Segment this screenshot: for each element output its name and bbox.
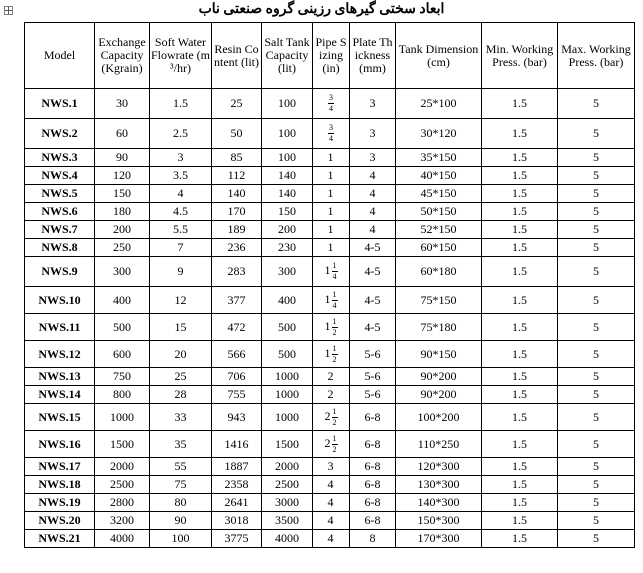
resin-cell: 283 [212, 257, 262, 287]
pipe-whole: 2 [327, 387, 334, 401]
salt-cell: 400 [262, 287, 313, 314]
plate-cell: 3 [350, 119, 396, 149]
salt-cell: 230 [262, 239, 313, 257]
resin-cell: 85 [212, 149, 262, 167]
capacity-cell: 2800 [95, 494, 150, 512]
table-row [25, 89, 635, 119]
plate-cell: 4-5 [350, 239, 396, 257]
pipe-fraction [332, 318, 338, 337]
flowrate-cell: 7 [150, 239, 212, 257]
salt-cell: 1000 [262, 386, 313, 404]
capacity-cell: 150 [95, 185, 150, 203]
pipe-fraction [332, 262, 338, 281]
salt-cell: 3500 [262, 512, 313, 530]
capacity-cell: 2000 [95, 458, 150, 476]
flowrate-cell: 90 [150, 512, 212, 530]
capacity-cell: 250 [95, 239, 150, 257]
salt-cell: 140 [262, 167, 313, 185]
pipe-whole: 2 [324, 435, 331, 450]
pipe-cell [313, 458, 350, 476]
capacity-cell: 500 [95, 314, 150, 341]
fraction-denominator: 4 [329, 134, 333, 143]
min-cell: 1.5 [482, 185, 558, 203]
resin-cell: 706 [212, 368, 262, 386]
capacity-cell: 750 [95, 368, 150, 386]
pipe-cell [313, 203, 350, 221]
flowrate-cell: 55 [150, 458, 212, 476]
capacity-cell: 120 [95, 167, 150, 185]
pipe-cell [313, 185, 350, 203]
min-cell: 1.5 [482, 257, 558, 287]
flowrate-cell: 35 [150, 431, 212, 458]
fraction-denominator: 2 [332, 444, 337, 454]
table-row [25, 476, 635, 494]
pipe-whole: 1 [324, 263, 331, 278]
plate-cell: 3 [350, 149, 396, 167]
salt-cell: 500 [262, 341, 313, 368]
capacity-cell: 30 [95, 89, 150, 119]
max-cell: 5 [558, 404, 635, 431]
pipe-cell [313, 287, 350, 314]
table-row [25, 167, 635, 185]
header-plate-thickness: Plate Thickness (mm) [350, 23, 396, 89]
pipe-fraction [332, 408, 338, 427]
flowrate-cell: 4 [150, 185, 212, 203]
fraction-denominator: 2 [332, 354, 337, 364]
min-cell: 1.5 [482, 149, 558, 167]
fraction-numerator: 1 [332, 433, 337, 443]
fraction-numerator: 1 [332, 289, 337, 299]
tank-cell: 60*150 [396, 239, 482, 257]
min-cell: 1.5 [482, 239, 558, 257]
flowrate-cell: 3 [150, 149, 212, 167]
pipe-fraction [328, 124, 334, 143]
pipe-whole: 4 [327, 513, 334, 527]
flowrate-cell: 5.5 [150, 221, 212, 239]
min-cell: 1.5 [482, 404, 558, 431]
model-cell: NWS.15 [25, 404, 95, 431]
fraction-numerator: 1 [332, 343, 337, 353]
plate-cell: 6-8 [350, 404, 396, 431]
min-cell: 1.5 [482, 431, 558, 458]
min-cell: 1.5 [482, 89, 558, 119]
table-row [25, 431, 635, 458]
flowrate-cell: 20 [150, 341, 212, 368]
pipe-whole: 4 [327, 531, 334, 545]
tank-cell: 110*250 [396, 431, 482, 458]
salt-cell: 2500 [262, 476, 313, 494]
capacity-cell: 180 [95, 203, 150, 221]
model-cell: NWS.17 [25, 458, 95, 476]
capacity-cell: 1500 [95, 431, 150, 458]
flowrate-cell: 1.5 [150, 89, 212, 119]
pipe-cell [313, 89, 350, 119]
pipe-whole: 4 [327, 495, 334, 509]
flowrate-cell: 12 [150, 287, 212, 314]
plate-cell: 4-5 [350, 287, 396, 314]
plate-cell: 6-8 [350, 431, 396, 458]
header-model: Model [25, 23, 95, 89]
model-cell: NWS.10 [25, 287, 95, 314]
table-move-handle-icon[interactable] [4, 6, 13, 15]
tank-cell: 75*180 [396, 314, 482, 341]
pipe-whole: 1 [327, 186, 334, 200]
resin-cell: 1887 [212, 458, 262, 476]
capacity-cell: 200 [95, 221, 150, 239]
table-body [25, 89, 635, 548]
plate-cell: 5-6 [350, 368, 396, 386]
plate-cell: 4 [350, 221, 396, 239]
header-min-working-press: Min. Working Press. (bar) [482, 23, 558, 89]
max-cell: 5 [558, 203, 635, 221]
max-cell: 5 [558, 149, 635, 167]
pipe-cell [313, 530, 350, 548]
table-row [25, 314, 635, 341]
tank-cell: 100*200 [396, 404, 482, 431]
max-cell: 5 [558, 89, 635, 119]
table-row [25, 185, 635, 203]
model-cell: NWS.7 [25, 221, 95, 239]
tank-cell: 25*100 [396, 89, 482, 119]
capacity-cell: 3200 [95, 512, 150, 530]
resin-cell: 1416 [212, 431, 262, 458]
pipe-cell [313, 476, 350, 494]
flowrate-cell: 15 [150, 314, 212, 341]
model-cell: NWS.16 [25, 431, 95, 458]
pipe-whole: 4 [327, 477, 334, 491]
flowrate-cell: 100 [150, 530, 212, 548]
resin-cell: 25 [212, 89, 262, 119]
fraction-numerator: 1 [332, 406, 337, 416]
max-cell: 5 [558, 341, 635, 368]
max-cell: 5 [558, 185, 635, 203]
tank-cell: 90*200 [396, 386, 482, 404]
tank-cell: 45*150 [396, 185, 482, 203]
table-row [25, 512, 635, 530]
pipe-cell [313, 368, 350, 386]
pipe-fraction [332, 291, 338, 310]
tank-cell: 170*300 [396, 530, 482, 548]
header-tank-dimension: Tank Dimension (cm) [396, 23, 482, 89]
plate-cell: 5-6 [350, 341, 396, 368]
plate-cell: 4-5 [350, 314, 396, 341]
plate-cell: 4 [350, 203, 396, 221]
min-cell: 1.5 [482, 203, 558, 221]
min-cell: 1.5 [482, 119, 558, 149]
pipe-cell [313, 386, 350, 404]
max-cell: 5 [558, 458, 635, 476]
fraction-numerator: 3 [329, 123, 333, 132]
plate-cell: 8 [350, 530, 396, 548]
fraction-denominator: 4 [329, 104, 333, 113]
tank-cell: 90*150 [396, 341, 482, 368]
table-row [25, 458, 635, 476]
model-cell: NWS.6 [25, 203, 95, 221]
flowrate-cell: 80 [150, 494, 212, 512]
salt-cell: 100 [262, 89, 313, 119]
resin-cell: 189 [212, 221, 262, 239]
flowrate-cell: 4.5 [150, 203, 212, 221]
max-cell: 5 [558, 512, 635, 530]
min-cell: 1.5 [482, 530, 558, 548]
pipe-cell [313, 431, 350, 458]
min-cell: 1.5 [482, 512, 558, 530]
max-cell: 5 [558, 119, 635, 149]
table-row [25, 341, 635, 368]
capacity-cell: 800 [95, 386, 150, 404]
model-cell: NWS.19 [25, 494, 95, 512]
min-cell: 1.5 [482, 287, 558, 314]
max-cell: 5 [558, 431, 635, 458]
capacity-cell: 600 [95, 341, 150, 368]
model-cell: NWS.21 [25, 530, 95, 548]
salt-cell: 140 [262, 185, 313, 203]
pipe-whole: 2 [327, 369, 334, 383]
capacity-cell: 1000 [95, 404, 150, 431]
table-row [25, 221, 635, 239]
pipe-whole: 1 [327, 150, 334, 164]
tank-cell: 30*120 [396, 119, 482, 149]
min-cell: 1.5 [482, 386, 558, 404]
max-cell: 5 [558, 221, 635, 239]
plate-cell: 3 [350, 89, 396, 119]
max-cell: 5 [558, 368, 635, 386]
max-cell: 5 [558, 494, 635, 512]
tank-cell: 52*150 [396, 221, 482, 239]
table-row [25, 203, 635, 221]
flowrate-cell: 25 [150, 368, 212, 386]
pipe-cell [313, 404, 350, 431]
capacity-cell: 4000 [95, 530, 150, 548]
pipe-cell [313, 119, 350, 149]
pipe-whole: 1 [324, 291, 331, 306]
min-cell: 1.5 [482, 167, 558, 185]
resin-cell: 2641 [212, 494, 262, 512]
min-cell: 1.5 [482, 458, 558, 476]
pipe-whole: 1 [324, 318, 331, 333]
model-cell: NWS.2 [25, 119, 95, 149]
resin-cell: 170 [212, 203, 262, 221]
fraction-numerator: 1 [332, 316, 337, 326]
resin-cell: 50 [212, 119, 262, 149]
header-soft-water-flowrate: Soft Water Flowrate (m³/hr) [150, 23, 212, 89]
pipe-cell [313, 314, 350, 341]
max-cell: 5 [558, 314, 635, 341]
pipe-fraction [328, 94, 334, 113]
tank-cell: 50*150 [396, 203, 482, 221]
resin-cell: 140 [212, 185, 262, 203]
salt-cell: 300 [262, 257, 313, 287]
plate-cell: 4 [350, 185, 396, 203]
tank-cell: 35*150 [396, 149, 482, 167]
flowrate-cell: 33 [150, 404, 212, 431]
model-cell: NWS.18 [25, 476, 95, 494]
header-max-working-press: Max. Working Press. (bar) [558, 23, 635, 89]
salt-cell: 1500 [262, 431, 313, 458]
model-cell: NWS.11 [25, 314, 95, 341]
table-row [25, 494, 635, 512]
plate-cell: 5-6 [350, 386, 396, 404]
pipe-whole: 1 [327, 240, 334, 254]
salt-cell: 100 [262, 149, 313, 167]
max-cell: 5 [558, 167, 635, 185]
tank-cell: 40*150 [396, 167, 482, 185]
flowrate-cell: 75 [150, 476, 212, 494]
tank-cell: 150*300 [396, 512, 482, 530]
model-cell: NWS.8 [25, 239, 95, 257]
max-cell: 5 [558, 386, 635, 404]
tank-cell: 75*150 [396, 287, 482, 314]
fraction-denominator: 4 [332, 272, 337, 281]
resin-cell: 236 [212, 239, 262, 257]
fraction-denominator: 2 [332, 417, 337, 427]
max-cell: 5 [558, 257, 635, 287]
model-cell: NWS.20 [25, 512, 95, 530]
resin-cell: 566 [212, 341, 262, 368]
pipe-whole: 1 [327, 204, 334, 218]
pipe-cell [313, 239, 350, 257]
table-row [25, 368, 635, 386]
resin-cell: 377 [212, 287, 262, 314]
resin-cell: 112 [212, 167, 262, 185]
tank-cell: 60*180 [396, 257, 482, 287]
resin-cell: 943 [212, 404, 262, 431]
salt-cell: 500 [262, 314, 313, 341]
model-cell: NWS.1 [25, 89, 95, 119]
salt-cell: 100 [262, 119, 313, 149]
specification-table [24, 22, 635, 548]
resin-cell: 472 [212, 314, 262, 341]
tank-cell: 90*200 [396, 368, 482, 386]
model-cell: NWS.9 [25, 257, 95, 287]
min-cell: 1.5 [482, 368, 558, 386]
model-cell: NWS.5 [25, 185, 95, 203]
plate-cell: 6-8 [350, 494, 396, 512]
model-cell: NWS.3 [25, 149, 95, 167]
max-cell: 5 [558, 530, 635, 548]
tank-cell: 120*300 [396, 458, 482, 476]
table-row [25, 149, 635, 167]
salt-cell: 1000 [262, 404, 313, 431]
tank-cell: 130*300 [396, 476, 482, 494]
table-row [25, 287, 635, 314]
fraction-numerator: 3 [329, 93, 333, 102]
capacity-cell: 2500 [95, 476, 150, 494]
plate-cell: 6-8 [350, 476, 396, 494]
pipe-cell [313, 341, 350, 368]
pipe-cell [313, 149, 350, 167]
capacity-cell: 60 [95, 119, 150, 149]
min-cell: 1.5 [482, 221, 558, 239]
table-row [25, 404, 635, 431]
salt-cell: 200 [262, 221, 313, 239]
header-salt-tank-capacity: Salt Tank Capacity (lit) [262, 23, 313, 89]
model-cell: NWS.14 [25, 386, 95, 404]
max-cell: 5 [558, 239, 635, 257]
flowrate-cell: 28 [150, 386, 212, 404]
header-row [25, 23, 635, 89]
pipe-whole: 1 [327, 168, 334, 182]
fraction-numerator: 1 [332, 261, 337, 270]
header-exchange-capacity: Exchange Capacity (Kgrain) [95, 23, 150, 89]
pipe-cell [313, 167, 350, 185]
salt-cell: 1000 [262, 368, 313, 386]
capacity-cell: 90 [95, 149, 150, 167]
fraction-denominator: 4 [332, 300, 337, 310]
salt-cell: 4000 [262, 530, 313, 548]
capacity-cell: 400 [95, 287, 150, 314]
plate-cell: 6-8 [350, 458, 396, 476]
pipe-cell [313, 512, 350, 530]
pipe-whole: 3 [327, 459, 334, 473]
salt-cell: 2000 [262, 458, 313, 476]
model-cell: NWS.13 [25, 368, 95, 386]
document-title: ابعاد سختی گیرهای رزینی گروه صنعتی ناب [198, 2, 445, 17]
table-row [25, 530, 635, 548]
min-cell: 1.5 [482, 476, 558, 494]
flowrate-cell: 2.5 [150, 119, 212, 149]
resin-cell: 3775 [212, 530, 262, 548]
pipe-fraction [332, 435, 338, 454]
resin-cell: 3018 [212, 512, 262, 530]
table-row [25, 257, 635, 287]
pipe-whole: 2 [324, 408, 331, 423]
table-row [25, 386, 635, 404]
header-pipe-sizing: Pipe Sizing (in) [313, 23, 350, 89]
model-cell: NWS.4 [25, 167, 95, 185]
pipe-fraction [332, 345, 338, 364]
model-cell: NWS.12 [25, 341, 95, 368]
resin-cell: 755 [212, 386, 262, 404]
flowrate-cell: 9 [150, 257, 212, 287]
header-resin-content: Resin Content (lit) [212, 23, 262, 89]
tank-cell: 140*300 [396, 494, 482, 512]
fraction-denominator: 2 [332, 327, 337, 337]
salt-cell: 150 [262, 203, 313, 221]
pipe-whole: 1 [327, 222, 334, 236]
plate-cell: 4-5 [350, 257, 396, 287]
table-row [25, 119, 635, 149]
pipe-whole: 1 [324, 345, 331, 360]
pipe-cell [313, 494, 350, 512]
plate-cell: 6-8 [350, 512, 396, 530]
plate-cell: 4 [350, 167, 396, 185]
min-cell: 1.5 [482, 314, 558, 341]
max-cell: 5 [558, 287, 635, 314]
capacity-cell: 300 [95, 257, 150, 287]
pipe-cell [313, 257, 350, 287]
salt-cell: 3000 [262, 494, 313, 512]
max-cell: 5 [558, 476, 635, 494]
flowrate-cell: 3.5 [150, 167, 212, 185]
resin-cell: 2358 [212, 476, 262, 494]
min-cell: 1.5 [482, 494, 558, 512]
pipe-cell [313, 221, 350, 239]
min-cell: 1.5 [482, 341, 558, 368]
table-row [25, 239, 635, 257]
